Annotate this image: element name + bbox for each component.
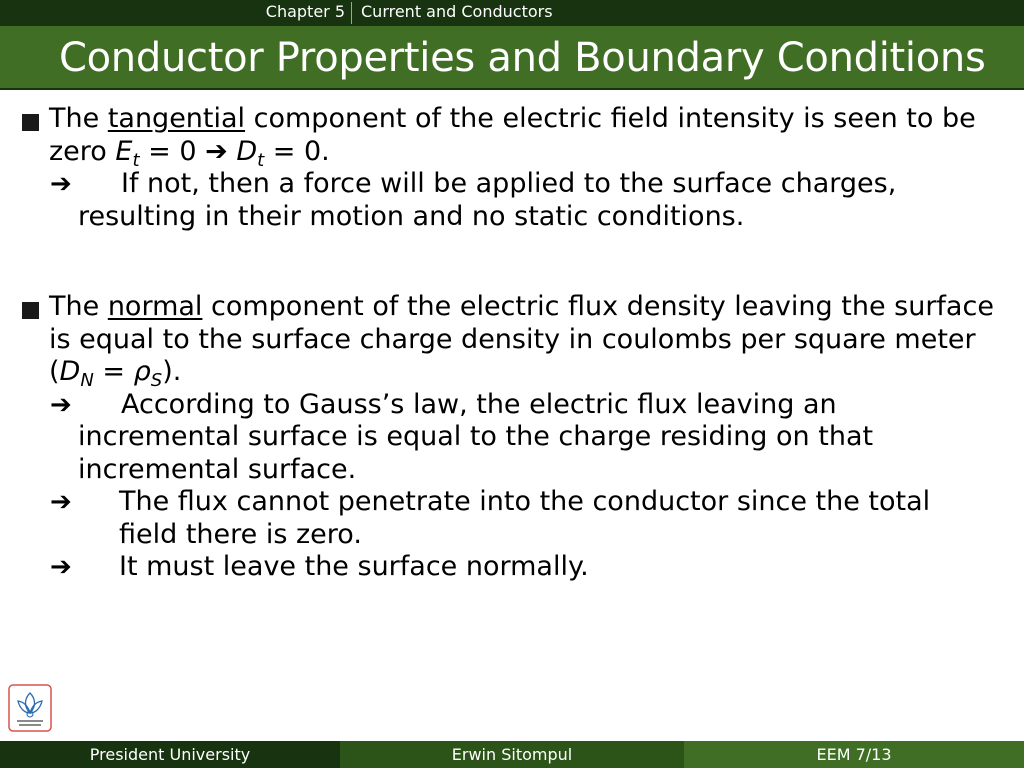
eq-rest: = 0: [139, 135, 206, 167]
eq-rho: ρ: [133, 356, 151, 387]
eq-var: D: [59, 356, 81, 387]
footer-author: Erwin Sitompul: [340, 741, 684, 768]
title-underline: [0, 88, 1024, 90]
president-university-logo-icon: [8, 684, 52, 732]
eq-subscript: t: [132, 149, 140, 171]
sub-bullet: [49, 486, 994, 551]
eq-subscript: N: [80, 370, 94, 391]
bullet-emphasis: normal: [107, 291, 203, 322]
eq-subscript: S: [150, 370, 163, 391]
square-bullet-icon: [22, 302, 39, 319]
sub-bullet: [49, 389, 994, 487]
bullet-text-pre: The: [49, 291, 108, 322]
header-topic: Current and Conductors: [361, 2, 553, 21]
bullet-normal: [0, 291, 994, 584]
bullet-text-pre: The: [49, 103, 108, 134]
header-divider: [351, 2, 352, 24]
eq-rest: = 0.: [264, 135, 330, 167]
sub-bullet-text: The flux cannot penetrate into the conductor since the total field there is zero.: [119, 486, 931, 550]
slide-title: Conductor Properties and Boundary Conditions: [59, 35, 986, 81]
footer-bar: [0, 741, 1024, 768]
sub-bullet-text: If not, then a force will be applied to the surface charges, resulting in their motion and no static conditions.: [78, 168, 897, 232]
slide-content: [0, 103, 1024, 584]
arrow-bullet-icon: ➔: [50, 389, 72, 420]
eq-subscript: t: [257, 149, 265, 171]
arrow-bullet-icon: ➔: [50, 487, 72, 517]
bullet-text-post: component of the electric flux density leaving the surface is equal to the surface charge density in coulombs per square meter (: [49, 291, 994, 387]
arrow-bullet-icon: ➔: [50, 169, 72, 199]
sub-bullet: [49, 551, 994, 584]
eq-end: ).: [162, 356, 182, 387]
header-chapter: Chapter 5: [265, 2, 345, 21]
bullet-emphasis: tangential: [107, 103, 246, 134]
sub-bullet: [49, 168, 994, 233]
eq-var: E: [115, 135, 133, 167]
footer-page-number: EEM 7/13: [684, 741, 1024, 768]
implies-arrow-icon: ➔: [205, 135, 228, 167]
eq-mid: =: [93, 356, 134, 387]
bullet-tangential: [0, 103, 994, 233]
sub-bullet-text: It must leave the surface normally.: [119, 551, 589, 582]
sub-bullet-text: According to Gauss’s law, the electric flux leaving an incremental surface is equal to the charge residing on that incremental surface.: [78, 388, 874, 485]
square-bullet-icon: [22, 114, 39, 131]
arrow-bullet-icon: ➔: [50, 552, 72, 582]
bullet-text-post: component of the electric field intensity is seen to be zero: [49, 103, 976, 167]
eq-var: D: [236, 135, 258, 167]
footer-institution: President University: [0, 741, 340, 768]
